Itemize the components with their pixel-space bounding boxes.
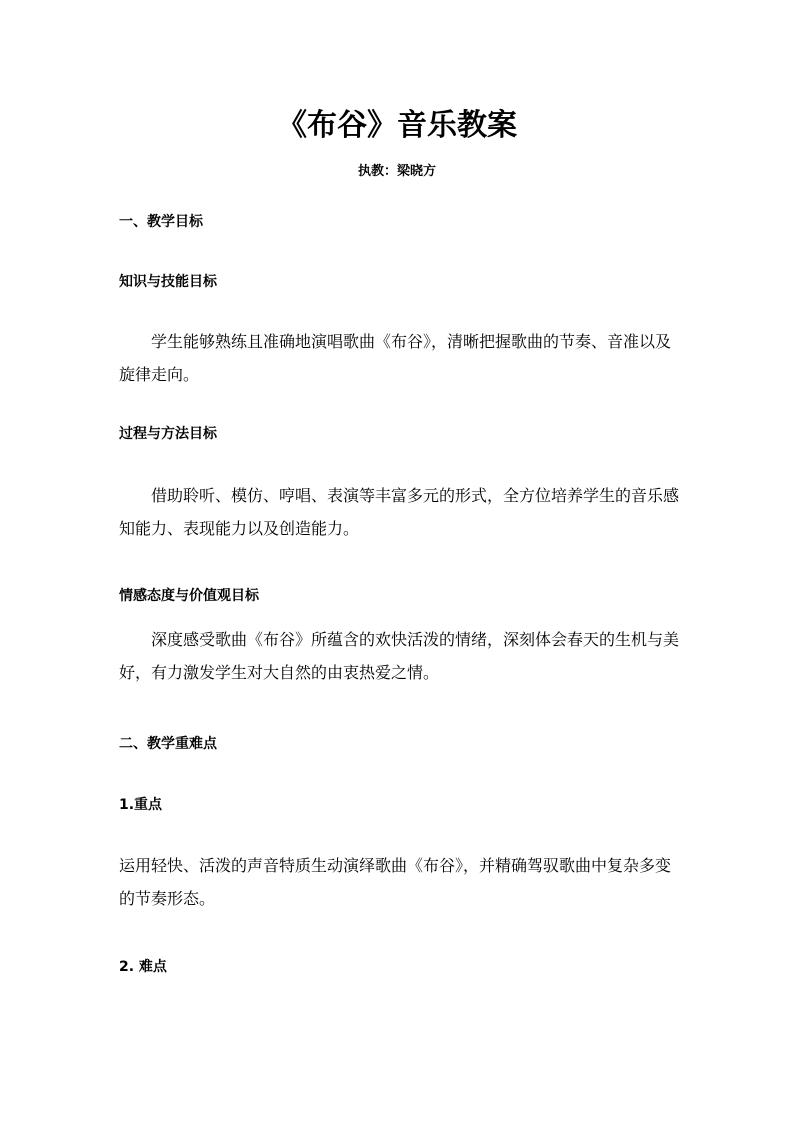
paragraph-process-methods: 借助聆听、模仿、哼唱、表演等丰富多元的形式，全方位培养学生的音乐感知能力、表现能力以及创造能力。 [119, 486, 680, 538]
subheading-focus: 1.重点 [119, 797, 163, 813]
document-title: 《布谷》音乐教案 [277, 108, 517, 143]
paragraph-emotion-values: 深度感受歌曲《布谷》所蕴含的欢快活泼的情绪，深刻体会春天的生机与美好，有力激发学生对大自然的由衷热爱之情。 [119, 630, 680, 682]
section-heading-objectives: 一、教学目标 [119, 214, 203, 230]
subheading-knowledge-skills: 知识与技能目标 [119, 274, 217, 290]
author-line: 执教：梁晓方 [357, 164, 436, 179]
subheading-difficulty: 2. 难点 [119, 959, 167, 975]
paragraph-knowledge-skills: 学生能够熟练且准确地演唱歌曲《布谷》，清晰把握歌曲的节奏、音准以及旋律走向。 [119, 332, 672, 384]
subheading-emotion-values: 情感态度与价值观目标 [119, 588, 259, 604]
paragraph-focus: 运用轻快、活泼的声音特质生动演绎歌曲《布谷》，并精确驾驭歌曲中复杂多变的节奏形态。 [119, 856, 672, 908]
subheading-process-methods: 过程与方法目标 [119, 426, 217, 442]
section-heading-key-points: 二、教学重难点 [119, 736, 217, 752]
